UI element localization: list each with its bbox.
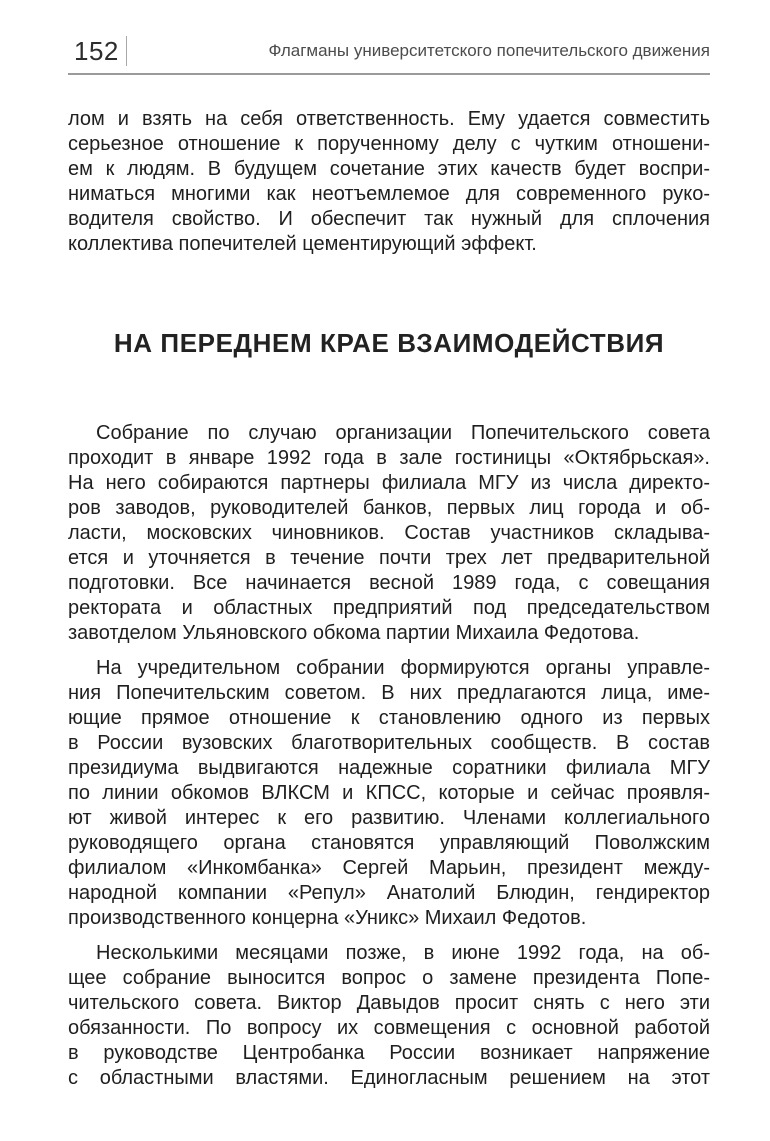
text-line: лом и взять на себя ответственность. Ему удается совместить: [68, 108, 710, 130]
text-line: ется и уточняется в течение почти трех лет предварительной: [68, 547, 710, 569]
text-line: руководящего органа становятся управляющий Поволжским: [68, 832, 710, 854]
text-line: ющие прямое отношение к становлению одного из первых: [68, 707, 710, 729]
page-header: [68, 0, 710, 75]
paragraph: [68, 107, 710, 257]
text-line: в России вузовских благотворительных сообществ. В состав: [68, 732, 710, 754]
text-line: президиума выдвигаются надежные соратники филиала МГУ: [68, 757, 710, 779]
text-line: Несколькими месяцами позже, в июне 1992 года, на об-: [96, 942, 710, 964]
text-line: серьезное отношение к порученному делу с чутким отношени-: [68, 133, 710, 155]
text-line: Собрание по случаю организации Попечительского совета: [96, 422, 710, 444]
text-line: филиалом «Инкомбанка» Сергей Марьин, президент между-: [68, 857, 710, 879]
text-line: в руководстве Центробанка России возникает напряжение: [68, 1042, 710, 1064]
text-line: народной компании «Репул» Анатолий Блюдин, гендиректор: [68, 882, 710, 904]
text-line: чительского совета. Виктор Давыдов просит снять с него эти: [68, 992, 710, 1014]
page-number: 152: [74, 36, 119, 66]
text-line: На учредительном собрании формируются органы управле-: [96, 657, 710, 679]
text-line: коллектива попечителей цементирующий эффект.: [68, 233, 537, 255]
section-heading: НА ПЕРЕДНЕМ КРАЕ ВЗАИМОДЕЙСТВИЯ: [113, 328, 665, 358]
text-line: ниматься многими как неотъемлемое для современного руко-: [68, 183, 710, 205]
text-line: ют живой интерес к его развитию. Членами коллегиального: [68, 807, 710, 829]
paragraph: [68, 656, 710, 931]
header-row: [68, 36, 710, 66]
text-line: ласти, московских чиновников. Состав участников складыва-: [68, 522, 710, 544]
text-line: ректората и областных предприятий под председательством: [68, 597, 710, 619]
text-line: водителя свойство. И обеспечит так нужный для сплочения: [68, 208, 710, 230]
paragraph: [68, 421, 710, 646]
text-line: проходит в январе 1992 года в зале гостиницы «Октябрьская».: [68, 447, 710, 469]
text-line: На него собираются партнеры филиала МГУ из числа директо-: [68, 472, 710, 494]
text-line: щее собрание выносится вопрос о замене президента Попе-: [68, 967, 710, 989]
text-line: ем к людям. В будущем сочетание этих качеств будет воспри-: [68, 158, 710, 180]
running-header: Флагманы университетского попечительского движения: [268, 41, 710, 60]
text-line: обязанности. По вопросу их совмещения с основной работой: [68, 1017, 710, 1039]
page-content: [68, 107, 710, 1091]
text-line: с областными властями. Единогласным решением на этот: [68, 1067, 710, 1089]
text-line: ния Попечительским советом. В них предлагаются лица, име-: [68, 682, 710, 704]
text-line: завотделом Ульяновского обкома партии Михаила Федотова.: [68, 622, 640, 644]
text-line: производственного концерна «Уникс» Михаил Федотов.: [68, 907, 587, 929]
text-line: подготовки. Все начинается весной 1989 года, с совещания: [68, 572, 710, 594]
paragraph: [68, 941, 710, 1091]
text-line: ров заводов, руководителей банков, первых лиц города и об-: [68, 497, 710, 519]
text-line: по линии обкомов ВЛКСМ и КПСС, которые и сейчас проявля-: [68, 782, 710, 804]
